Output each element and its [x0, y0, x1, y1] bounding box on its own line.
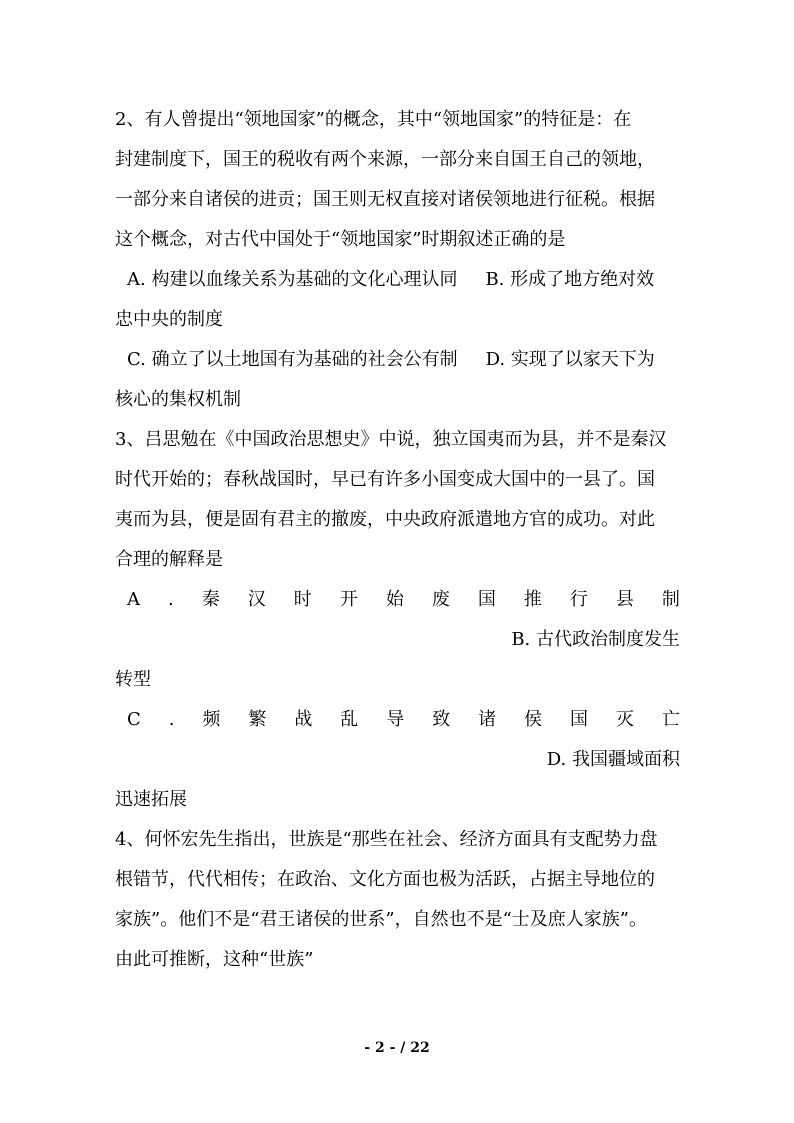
question-3-option-b: B. 古代政治制度发生 — [511, 629, 680, 650]
option-char: 亡 — [661, 709, 680, 730]
option-char: 制 — [661, 589, 680, 610]
page-number: - 2 - / 22 — [364, 1040, 430, 1056]
question-2-line-4: 这个概念，对古代中国处于“领地国家”时期叙述正确的是 — [115, 229, 566, 250]
option-char: 侯 — [524, 709, 543, 730]
option-char: 国 — [477, 589, 496, 610]
option-char: 废 — [431, 589, 450, 610]
question-3-option-a — [115, 580, 680, 620]
question-3-option-d-continued: 迅速拓展 — [115, 789, 187, 810]
option-char: 繁 — [248, 709, 267, 730]
question-2-options-cd — [115, 340, 680, 380]
question-4-line-1: 4、何怀宏先生指出，世族是“那些在社会、经济方面具有支配势力盘 — [115, 829, 658, 850]
option-char: 始 — [385, 589, 404, 610]
question-2-option-b: B. 形成了地方绝对效 — [485, 269, 655, 290]
option-char: . — [168, 589, 174, 610]
question-3-line-3: 夷而为县，便是固有君主的撤废，中央政府派遣地方官的成功。对此 — [115, 509, 655, 530]
question-2-options-ab — [115, 260, 680, 300]
option-char: 开 — [339, 589, 358, 610]
option-char: 乱 — [340, 709, 359, 730]
question-2-line-2: 封建制度下，国王的税收有两个来源，一部分来自国王自己的领地， — [115, 149, 655, 170]
page-content — [115, 100, 680, 980]
question-2-option-c: C. 确立了以土地国有为基础的社会公有制 — [127, 349, 458, 370]
question-2-option-d-continued: 核心的集权机制 — [115, 389, 241, 410]
question-2-option-d: D. 实现了以家天下为 — [485, 349, 655, 370]
question-2-line-1: 2、有人曾提出“领地国家”的概念，其中“领地国家”的特征是：在 — [115, 109, 632, 130]
option-char: . — [168, 709, 175, 730]
option-char: A — [127, 589, 140, 610]
option-char: 导 — [386, 709, 405, 730]
option-char: 汉 — [247, 589, 266, 610]
question-4-line-4: 由此可推断，这种“世族” — [115, 949, 314, 970]
option-char: 推 — [523, 589, 542, 610]
option-char: 县 — [615, 589, 634, 610]
question-4-line-2: 根错节，代代相传；在政治、文化方面也极为活跃，占据主导地位的 — [115, 869, 655, 890]
option-char: 行 — [569, 589, 588, 610]
option-char: 秦 — [201, 589, 220, 610]
question-3-option-b-continued: 转型 — [115, 669, 151, 690]
question-3-option-d: D. 我国疆域面积 — [546, 749, 680, 770]
option-char: 致 — [432, 709, 451, 730]
question-3-line-2: 时代开始的；春秋战国时，早已有许多小国变成大国中的一县了。国 — [115, 469, 655, 490]
question-4-line-3: 家族”。他们不是“君王诸侯的世系”，自然也不是“士及庶人家族”。 — [115, 909, 648, 930]
option-char: 时 — [293, 589, 312, 610]
option-char: 频 — [202, 709, 221, 730]
question-3-line-1: 3、吕思勉在《中国政治思想史》中说，独立国夷而为县，并不是秦汉 — [115, 429, 667, 450]
option-char: 诸 — [478, 709, 497, 730]
question-2-option-b-continued: 忠中央的制度 — [115, 309, 223, 330]
question-3-line-4: 合理的解释是 — [115, 549, 223, 570]
option-char: 灭 — [616, 709, 634, 730]
question-3-option-c — [115, 700, 680, 740]
option-char: C — [127, 709, 141, 730]
question-2-option-a: A. 构建以血缘关系为基础的文化心理认同 — [127, 269, 458, 290]
option-char: 战 — [294, 709, 313, 730]
option-char: 国 — [570, 709, 589, 730]
question-2-line-3: 一部分来自诸侯的进贡；国王则无权直接对诸侯领地进行征税。根据 — [115, 189, 655, 210]
